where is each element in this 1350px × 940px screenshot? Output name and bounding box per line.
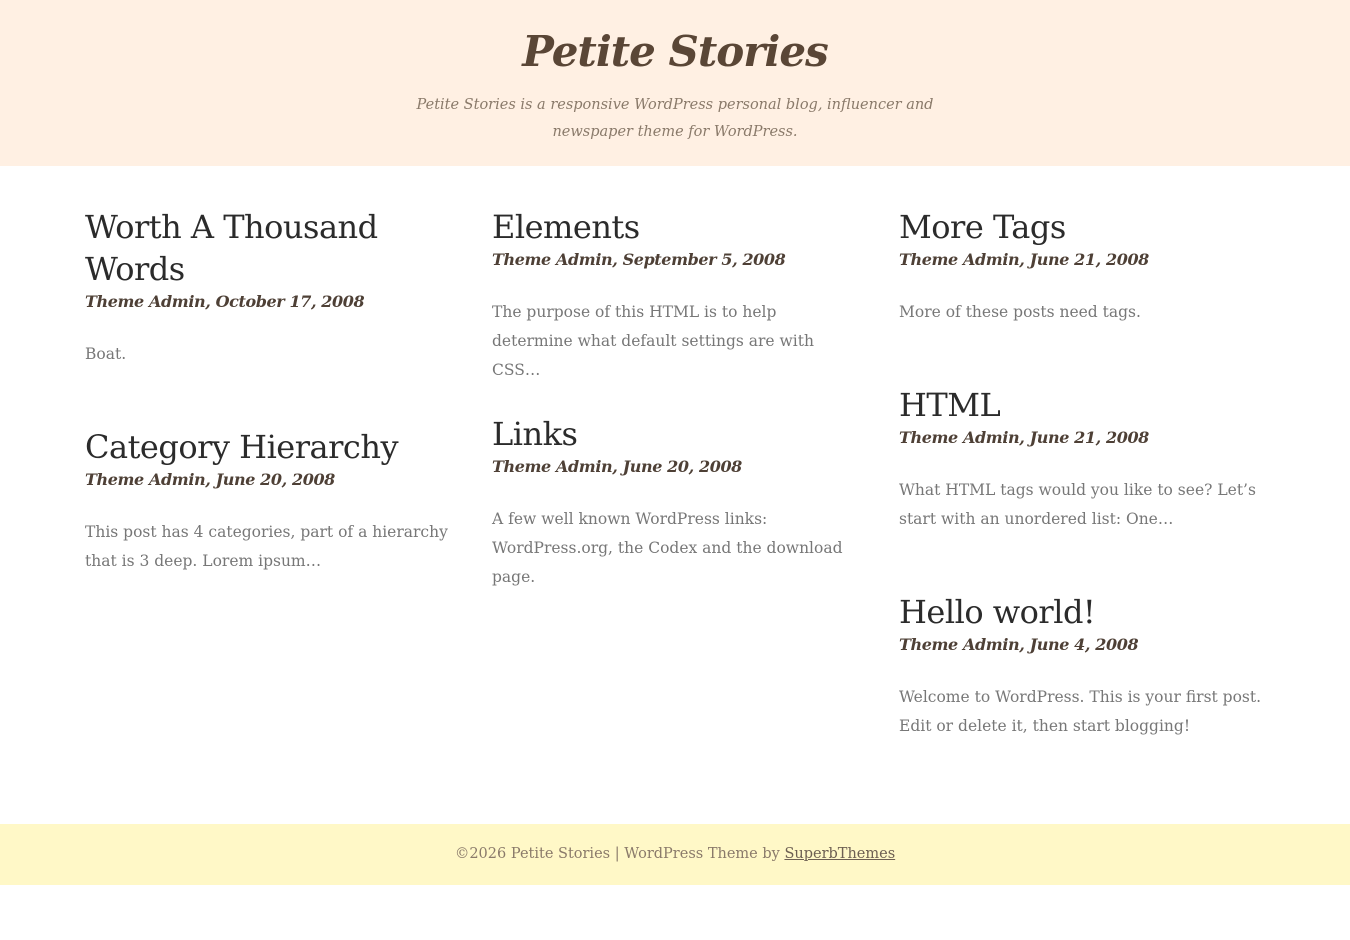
- post-excerpt: What HTML tags would you like to see? Let’s start with an unordered list: One…: [899, 481, 1256, 528]
- post-title[interactable]: Links: [492, 415, 578, 453]
- post-card: [492, 413, 862, 592]
- post-meta: Theme Admin, June 20, 2008: [85, 470, 335, 489]
- site-title[interactable]: Petite Stories: [522, 27, 828, 76]
- post-title[interactable]: More Tags: [899, 208, 1066, 246]
- post-card: [899, 384, 1269, 534]
- footer-copyright: ©2026 Petite Stories | WordPress Theme by: [454, 846, 785, 862]
- footer-text: [0, 843, 1350, 865]
- post-excerpt: More of these posts need tags.: [899, 303, 1141, 321]
- post-card: [85, 206, 455, 369]
- post-card: [899, 591, 1269, 741]
- post-excerpt: Boat.: [85, 345, 127, 363]
- post-title[interactable]: Elements: [492, 208, 640, 246]
- site-footer: [0, 824, 1350, 885]
- site-header: [0, 0, 1350, 166]
- post-excerpt: Welcome to WordPress. This is your first post. Edit or delete it, then start blogging!: [899, 688, 1262, 735]
- post-meta: Theme Admin, October 17, 2008: [85, 292, 365, 311]
- post-card: [492, 206, 862, 385]
- post-title[interactable]: Worth A Thousand Words: [85, 208, 378, 288]
- post-excerpt: This post has 4 categories, part of a hierarchy that is 3 deep. Lorem ipsum…: [85, 523, 448, 570]
- post-meta: Theme Admin, June 21, 2008: [899, 250, 1149, 269]
- post-meta: Theme Admin, June 21, 2008: [899, 428, 1149, 447]
- post-title[interactable]: HTML: [899, 386, 1001, 424]
- post-title[interactable]: Hello world!: [899, 593, 1096, 631]
- post-meta: Theme Admin, June 4, 2008: [899, 635, 1139, 654]
- footer-credit-link[interactable]: SuperbThemes: [784, 846, 896, 862]
- post-card: [899, 206, 1269, 327]
- post-meta: Theme Admin, September 5, 2008: [492, 250, 786, 269]
- post-excerpt: A few well known WordPress links: WordPress.org, the Codex and the download page.: [492, 510, 843, 586]
- post-title[interactable]: Category Hierarchy: [85, 428, 399, 466]
- site-tagline: Petite Stories is a responsive WordPress personal blog, influencer and newspaper theme for WordPress.: [416, 97, 934, 140]
- post-meta: Theme Admin, June 20, 2008: [492, 457, 742, 476]
- post-excerpt: The purpose of this HTML is to help determine what default settings are with CSS…: [492, 303, 814, 379]
- post-card: [85, 426, 455, 576]
